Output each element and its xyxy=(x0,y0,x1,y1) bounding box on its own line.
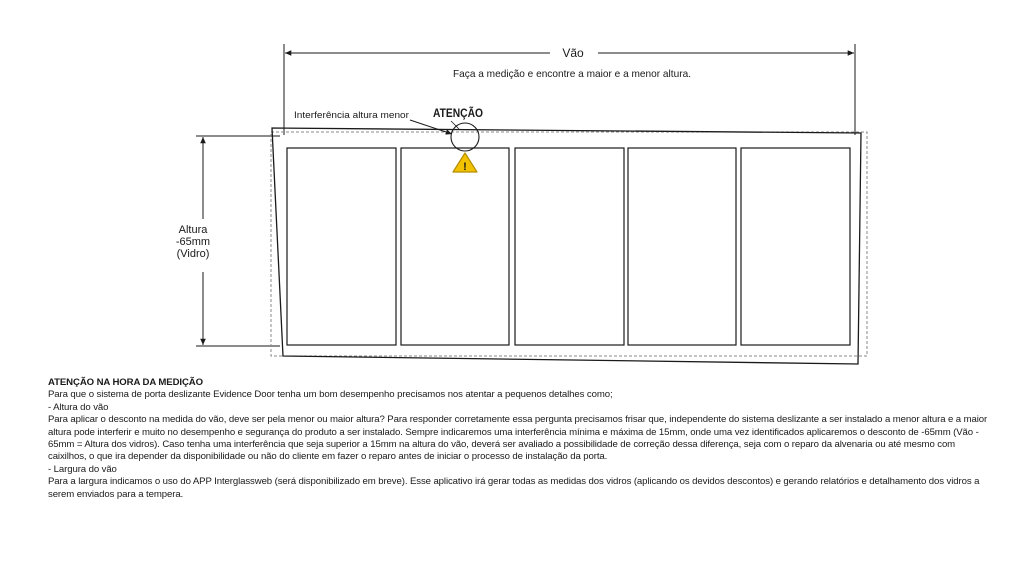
warning-icon xyxy=(453,153,477,173)
interference-highlight-circle xyxy=(451,123,479,151)
height-label-line-2: -65mm xyxy=(175,236,211,248)
notes-paragraph: Para a largura indicamos o uso do APP Interglassweb (será disponibilizado em breve). Esse aplicativo irá gerar todas as medidas dos vidros (aplicando os devidos descontos) e gerando relatórios e detalhamento dos vidros a serem enviados para a tempera. xyxy=(48,476,980,500)
height-label-line-1: Altura xyxy=(178,224,208,236)
notes-subheading-height: - Altura do vão xyxy=(48,401,109,413)
height-label-line-3: (Vidro) xyxy=(176,248,210,260)
interference-label: Interferência altura menor xyxy=(294,110,409,120)
glass-panel xyxy=(628,148,736,345)
notes-paragraph: Para aplicar o desconto na medida do vão, deve ser pela menor ou maior altura? Para responder corretamente essa pergunta precisamos frisar que, independente do sistema deslizante a ser instalado a menor altura e a maior altura pode interferir e muito no desempenho e segurança do produto a ser instalado. Sempre indicaremos uma interferência mínima e máxima de 15mm, onde uma vez identificados aplicaremos o desconto de -65mm (Vão - 65mm = Altura dos vidros). Caso tenha uma interferência que seja superior a 15mm na altura do vão, deverá ser avaliado a possibilidade de correção dessa diferença, seja com o reparo da alvenaria ou até mesmo com caixilhos, o que ira depender da disponibilidade ou não do cliente em fazer o reparo antes de iniciar o processo de instalação da porta. xyxy=(48,414,988,463)
nominal-opening-outline xyxy=(271,132,867,356)
glass-panel xyxy=(741,148,850,345)
actual-opening-outline xyxy=(272,128,861,364)
notes-heading: ATENÇÃO NA HORA DA MEDIÇÃO xyxy=(48,377,203,388)
width-instruction: Faça a medição e encontre a maior e a menor altura. xyxy=(453,68,691,80)
notes-subheading-width: - Largura do vão xyxy=(48,463,117,475)
attention-label: ATENÇÃO xyxy=(433,106,492,120)
glass-panel xyxy=(401,148,509,345)
glass-panel xyxy=(515,148,624,345)
notes-paragraph: Para que o sistema de porta deslizante Evidence Door tenha um bom desempenho precisamos nos atentar a pequenos detalhes como; xyxy=(48,389,613,401)
measurement-notes xyxy=(48,377,988,501)
warning-symbol: ! xyxy=(463,161,467,173)
width-label: Vão xyxy=(562,46,584,60)
glass-panel xyxy=(287,148,396,345)
